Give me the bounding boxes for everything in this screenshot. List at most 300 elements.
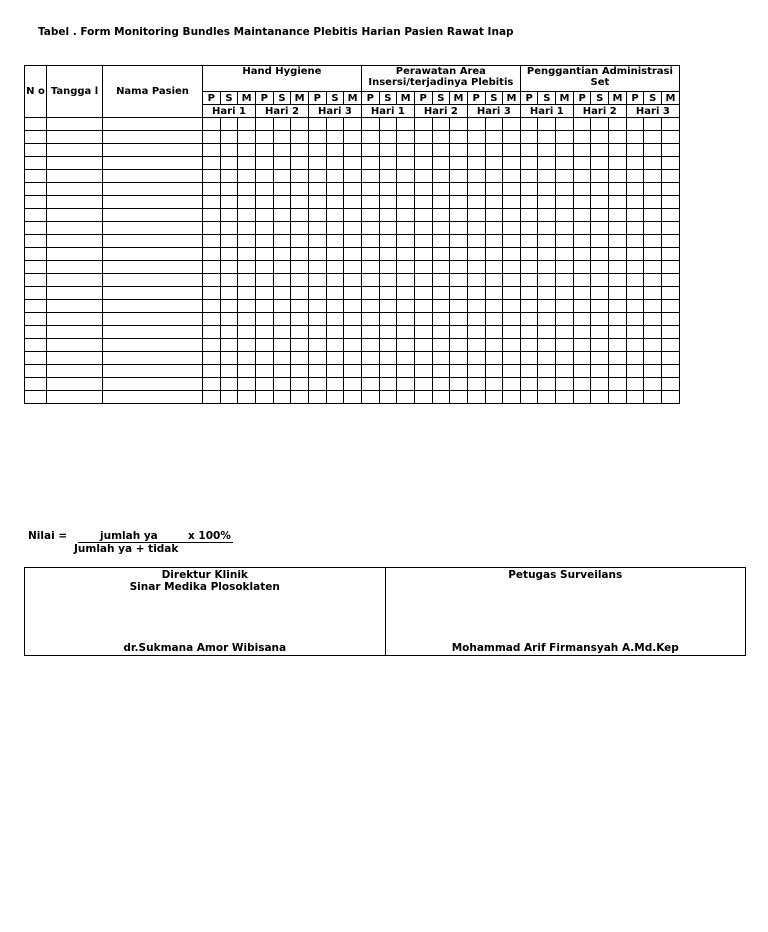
table-cell[interactable] [538,391,556,404]
table-cell[interactable] [432,157,450,170]
table-cell[interactable] [450,131,468,144]
table-cell[interactable] [485,391,503,404]
table-cell[interactable] [485,209,503,222]
table-cell[interactable] [573,274,591,287]
table-cell[interactable] [662,261,680,274]
table-cell[interactable] [238,170,256,183]
table-cell[interactable] [220,378,238,391]
table-cell[interactable] [203,235,221,248]
table-cell[interactable] [662,209,680,222]
table-cell[interactable] [397,131,415,144]
table-cell[interactable] [308,248,326,261]
table-cell[interactable] [591,131,609,144]
table-cell[interactable] [538,339,556,352]
table-cell[interactable] [644,261,662,274]
table-cell[interactable] [238,157,256,170]
table-cell[interactable] [485,118,503,131]
table-cell[interactable] [397,183,415,196]
table-cell[interactable] [503,183,521,196]
table-cell[interactable] [291,365,309,378]
table-cell[interactable] [432,352,450,365]
table-cell[interactable] [273,118,291,131]
table-cell[interactable] [609,339,627,352]
table-cell[interactable] [255,196,273,209]
table-cell[interactable] [609,391,627,404]
table-cell[interactable] [361,326,379,339]
table-cell[interactable] [238,222,256,235]
table-cell[interactable] [220,131,238,144]
table-cell[interactable] [273,209,291,222]
table-cell[interactable] [25,170,47,183]
table-cell[interactable] [573,261,591,274]
table-cell[interactable] [379,209,397,222]
table-cell[interactable] [573,339,591,352]
table-cell[interactable] [291,131,309,144]
table-cell[interactable] [344,339,362,352]
table-cell[interactable] [203,274,221,287]
table-cell[interactable] [255,183,273,196]
table-cell[interactable] [626,144,644,157]
table-cell[interactable] [220,300,238,313]
table-cell[interactable] [47,352,103,365]
table-cell[interactable] [485,274,503,287]
table-cell[interactable] [220,144,238,157]
table-cell[interactable] [397,157,415,170]
table-cell[interactable] [520,248,538,261]
table-cell[interactable] [326,339,344,352]
table-cell[interactable] [326,352,344,365]
table-cell[interactable] [432,144,450,157]
table-cell[interactable] [255,157,273,170]
table-cell[interactable] [291,261,309,274]
table-cell[interactable] [485,157,503,170]
table-cell[interactable] [361,170,379,183]
table-cell[interactable] [520,144,538,157]
table-cell[interactable] [485,326,503,339]
table-cell[interactable] [520,222,538,235]
table-cell[interactable] [273,131,291,144]
table-cell[interactable] [220,248,238,261]
table-cell[interactable] [238,144,256,157]
table-cell[interactable] [238,248,256,261]
table-cell[interactable] [450,183,468,196]
table-cell[interactable] [662,196,680,209]
table-cell[interactable] [556,326,574,339]
table-cell[interactable] [644,157,662,170]
table-cell[interactable] [573,144,591,157]
table-cell[interactable] [520,196,538,209]
table-cell[interactable] [520,378,538,391]
table-cell[interactable] [47,235,103,248]
table-cell[interactable] [103,196,203,209]
table-cell[interactable] [538,287,556,300]
table-cell[interactable] [538,300,556,313]
table-cell[interactable] [308,365,326,378]
table-cell[interactable] [520,300,538,313]
table-cell[interactable] [467,248,485,261]
table-cell[interactable] [432,209,450,222]
table-cell[interactable] [662,339,680,352]
table-cell[interactable] [379,144,397,157]
table-cell[interactable] [273,274,291,287]
table-cell[interactable] [203,326,221,339]
table-cell[interactable] [326,378,344,391]
table-cell[interactable] [609,287,627,300]
table-cell[interactable] [25,157,47,170]
table-cell[interactable] [662,170,680,183]
table-cell[interactable] [47,339,103,352]
table-cell[interactable] [291,196,309,209]
table-cell[interactable] [644,144,662,157]
table-cell[interactable] [47,287,103,300]
table-cell[interactable] [450,365,468,378]
table-cell[interactable] [273,144,291,157]
table-cell[interactable] [414,235,432,248]
table-cell[interactable] [644,131,662,144]
table-cell[interactable] [203,261,221,274]
table-cell[interactable] [538,235,556,248]
table-cell[interactable] [344,196,362,209]
table-cell[interactable] [47,365,103,378]
table-cell[interactable] [432,365,450,378]
table-cell[interactable] [626,339,644,352]
table-cell[interactable] [432,287,450,300]
table-cell[interactable] [361,222,379,235]
table-cell[interactable] [379,248,397,261]
table-cell[interactable] [361,196,379,209]
table-cell[interactable] [450,235,468,248]
table-cell[interactable] [25,300,47,313]
table-cell[interactable] [644,170,662,183]
table-cell[interactable] [379,235,397,248]
table-cell[interactable] [379,378,397,391]
table-cell[interactable] [591,222,609,235]
table-cell[interactable] [25,131,47,144]
table-cell[interactable] [450,144,468,157]
table-cell[interactable] [662,365,680,378]
table-cell[interactable] [520,313,538,326]
table-cell[interactable] [414,326,432,339]
table-cell[interactable] [326,118,344,131]
table-cell[interactable] [467,274,485,287]
table-cell[interactable] [467,313,485,326]
table-cell[interactable] [103,326,203,339]
table-cell[interactable] [573,131,591,144]
table-cell[interactable] [503,287,521,300]
table-cell[interactable] [556,222,574,235]
table-cell[interactable] [414,313,432,326]
table-cell[interactable] [573,313,591,326]
table-cell[interactable] [220,287,238,300]
table-cell[interactable] [662,222,680,235]
table-cell[interactable] [273,235,291,248]
table-cell[interactable] [450,209,468,222]
table-cell[interactable] [556,365,574,378]
table-cell[interactable] [520,391,538,404]
table-cell[interactable] [25,222,47,235]
table-cell[interactable] [644,235,662,248]
table-cell[interactable] [220,222,238,235]
table-cell[interactable] [361,378,379,391]
table-cell[interactable] [255,365,273,378]
table-cell[interactable] [591,352,609,365]
table-cell[interactable] [609,261,627,274]
table-cell[interactable] [379,274,397,287]
table-cell[interactable] [255,131,273,144]
table-cell[interactable] [556,118,574,131]
table-cell[interactable] [255,391,273,404]
table-cell[interactable] [326,183,344,196]
table-cell[interactable] [644,300,662,313]
table-cell[interactable] [644,183,662,196]
table-cell[interactable] [467,144,485,157]
table-cell[interactable] [238,261,256,274]
table-cell[interactable] [626,313,644,326]
table-cell[interactable] [255,222,273,235]
table-cell[interactable] [203,157,221,170]
table-cell[interactable] [220,313,238,326]
table-cell[interactable] [556,183,574,196]
table-cell[interactable] [220,274,238,287]
table-cell[interactable] [308,339,326,352]
table-cell[interactable] [397,391,415,404]
table-cell[interactable] [662,300,680,313]
table-cell[interactable] [47,378,103,391]
table-cell[interactable] [291,313,309,326]
table-cell[interactable] [203,222,221,235]
table-cell[interactable] [25,196,47,209]
table-cell[interactable] [609,235,627,248]
table-cell[interactable] [326,235,344,248]
table-cell[interactable] [485,248,503,261]
table-cell[interactable] [361,352,379,365]
table-cell[interactable] [326,144,344,157]
table-cell[interactable] [220,261,238,274]
table-cell[interactable] [573,378,591,391]
table-cell[interactable] [203,378,221,391]
table-cell[interactable] [609,144,627,157]
table-cell[interactable] [467,235,485,248]
table-cell[interactable] [397,248,415,261]
table-cell[interactable] [503,313,521,326]
table-cell[interactable] [591,300,609,313]
table-cell[interactable] [538,170,556,183]
table-cell[interactable] [25,339,47,352]
table-cell[interactable] [25,118,47,131]
table-cell[interactable] [361,274,379,287]
table-cell[interactable] [609,248,627,261]
table-cell[interactable] [326,209,344,222]
table-cell[interactable] [591,235,609,248]
table-cell[interactable] [520,339,538,352]
table-cell[interactable] [432,326,450,339]
table-cell[interactable] [556,339,574,352]
table-cell[interactable] [361,261,379,274]
table-cell[interactable] [414,391,432,404]
table-cell[interactable] [308,352,326,365]
table-cell[interactable] [414,261,432,274]
table-cell[interactable] [644,248,662,261]
table-cell[interactable] [326,170,344,183]
table-cell[interactable] [47,157,103,170]
table-cell[interactable] [25,248,47,261]
table-cell[interactable] [344,326,362,339]
table-cell[interactable] [238,352,256,365]
table-cell[interactable] [485,287,503,300]
table-cell[interactable] [47,222,103,235]
table-cell[interactable] [273,196,291,209]
table-cell[interactable] [291,209,309,222]
table-cell[interactable] [273,248,291,261]
table-cell[interactable] [238,209,256,222]
table-cell[interactable] [361,391,379,404]
table-cell[interactable] [450,261,468,274]
table-cell[interactable] [291,248,309,261]
table-cell[interactable] [414,222,432,235]
table-cell[interactable] [467,157,485,170]
table-cell[interactable] [644,209,662,222]
table-cell[interactable] [503,157,521,170]
table-cell[interactable] [379,261,397,274]
table-cell[interactable] [308,196,326,209]
table-cell[interactable] [25,261,47,274]
table-cell[interactable] [326,274,344,287]
table-cell[interactable] [255,326,273,339]
table-cell[interactable] [485,144,503,157]
table-cell[interactable] [220,365,238,378]
table-cell[interactable] [467,131,485,144]
table-cell[interactable] [538,313,556,326]
table-cell[interactable] [103,183,203,196]
table-cell[interactable] [662,118,680,131]
table-cell[interactable] [503,378,521,391]
table-cell[interactable] [556,313,574,326]
table-cell[interactable] [485,196,503,209]
table-cell[interactable] [626,248,644,261]
table-cell[interactable] [220,326,238,339]
table-cell[interactable] [344,222,362,235]
table-cell[interactable] [662,326,680,339]
table-cell[interactable] [503,131,521,144]
table-cell[interactable] [644,378,662,391]
table-cell[interactable] [556,287,574,300]
table-cell[interactable] [626,274,644,287]
table-cell[interactable] [47,183,103,196]
table-cell[interactable] [503,222,521,235]
table-cell[interactable] [308,274,326,287]
table-cell[interactable] [308,391,326,404]
table-cell[interactable] [397,300,415,313]
table-cell[interactable] [538,365,556,378]
table-cell[interactable] [450,313,468,326]
table-cell[interactable] [361,183,379,196]
table-cell[interactable] [591,287,609,300]
table-cell[interactable] [103,222,203,235]
table-cell[interactable] [47,313,103,326]
table-cell[interactable] [503,235,521,248]
table-cell[interactable] [644,326,662,339]
table-cell[interactable] [591,209,609,222]
table-cell[interactable] [662,378,680,391]
table-cell[interactable] [361,144,379,157]
table-cell[interactable] [626,391,644,404]
table-cell[interactable] [361,365,379,378]
table-cell[interactable] [326,196,344,209]
table-cell[interactable] [626,183,644,196]
table-cell[interactable] [379,222,397,235]
table-cell[interactable] [273,222,291,235]
table-cell[interactable] [238,339,256,352]
table-cell[interactable] [379,339,397,352]
table-cell[interactable] [503,365,521,378]
table-cell[interactable] [485,378,503,391]
table-cell[interactable] [503,144,521,157]
table-cell[interactable] [344,183,362,196]
table-cell[interactable] [626,287,644,300]
table-cell[interactable] [291,339,309,352]
table-cell[interactable] [626,118,644,131]
table-cell[interactable] [103,287,203,300]
table-cell[interactable] [220,235,238,248]
table-cell[interactable] [344,118,362,131]
table-cell[interactable] [103,352,203,365]
table-cell[interactable] [291,144,309,157]
table-cell[interactable] [238,378,256,391]
table-cell[interactable] [397,170,415,183]
table-cell[interactable] [520,261,538,274]
table-cell[interactable] [503,326,521,339]
table-cell[interactable] [379,157,397,170]
table-cell[interactable] [273,313,291,326]
table-cell[interactable] [361,157,379,170]
table-cell[interactable] [591,391,609,404]
table-cell[interactable] [432,183,450,196]
table-cell[interactable] [220,183,238,196]
table-cell[interactable] [538,131,556,144]
table-cell[interactable] [103,209,203,222]
table-cell[interactable] [626,196,644,209]
table-cell[interactable] [520,287,538,300]
table-cell[interactable] [503,248,521,261]
table-cell[interactable] [538,144,556,157]
table-cell[interactable] [609,183,627,196]
table-cell[interactable] [556,378,574,391]
table-cell[interactable] [573,365,591,378]
table-cell[interactable] [573,326,591,339]
table-cell[interactable] [291,235,309,248]
table-cell[interactable] [203,170,221,183]
table-cell[interactable] [573,183,591,196]
table-cell[interactable] [291,300,309,313]
table-cell[interactable] [344,157,362,170]
table-cell[interactable] [255,118,273,131]
table-cell[interactable] [467,378,485,391]
table-cell[interactable] [238,326,256,339]
table-cell[interactable] [609,222,627,235]
table-cell[interactable] [220,209,238,222]
table-cell[interactable] [556,352,574,365]
table-cell[interactable] [450,300,468,313]
table-cell[interactable] [450,391,468,404]
table-cell[interactable] [485,300,503,313]
table-cell[interactable] [238,287,256,300]
table-cell[interactable] [273,352,291,365]
table-cell[interactable] [397,196,415,209]
table-cell[interactable] [291,352,309,365]
table-cell[interactable] [450,274,468,287]
table-cell[interactable] [326,391,344,404]
table-cell[interactable] [467,391,485,404]
